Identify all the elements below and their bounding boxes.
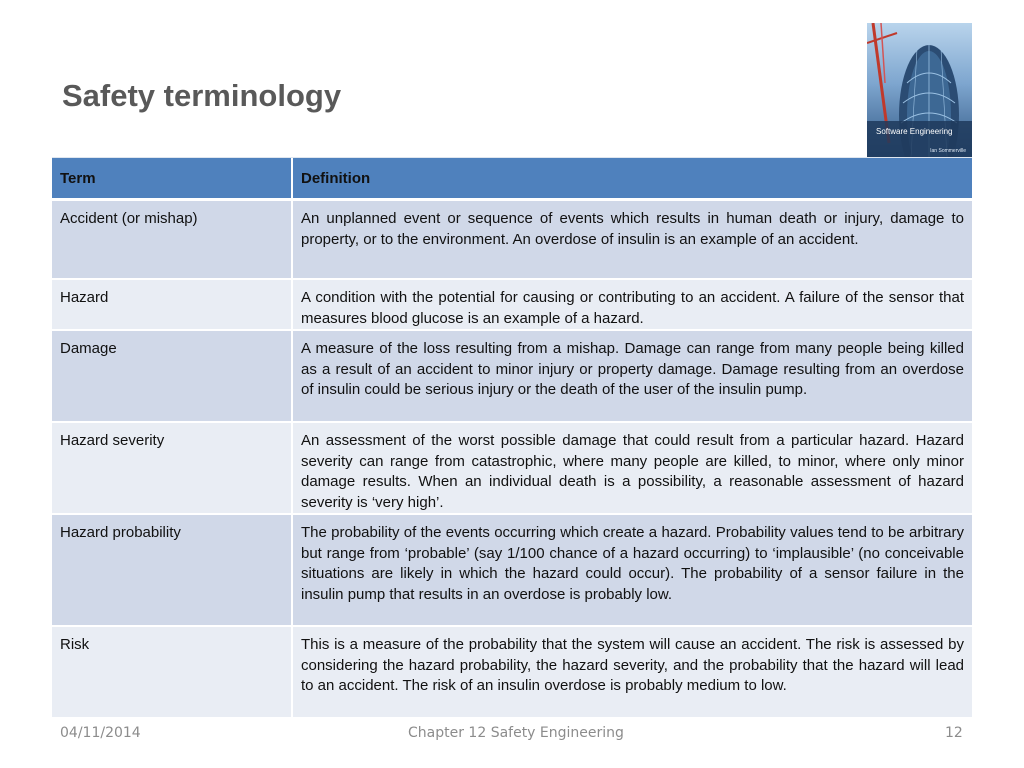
header-definition: Definition: [301, 169, 371, 187]
footer-date: 04/11/2014: [60, 725, 141, 741]
slide-title: Safety terminology: [62, 78, 342, 113]
footer-chapter: Chapter 12 Safety Engineering: [408, 725, 624, 741]
table-row: [52, 201, 972, 280]
table-header-row: [52, 157, 972, 198]
table-row: [52, 423, 972, 515]
header-term: Term: [52, 158, 293, 198]
table-row: [52, 280, 972, 331]
term-cell: Hazard probability: [52, 515, 293, 625]
definition-cell: An assessment of the worst possible damage that could result from a particular hazard. Hazard severity can range from catastrophic, where many people are killed, to minor, where only minor damage results. When an individual death is a possibility, a reasonable assessment of hazard severity is ‘very high’.: [301, 432, 964, 511]
cover-title: Software Engineering: [876, 127, 953, 136]
term-cell: Risk: [52, 627, 293, 717]
footer-page-number: 12: [945, 725, 963, 741]
term-cell: Accident (or mishap): [52, 201, 293, 278]
definition-cell: An unplanned event or sequence of events which results in human death or injury, damage to property, or to the environment. An overdose of insulin is an example of an accident.: [301, 210, 964, 248]
term-cell: Hazard severity: [52, 423, 293, 513]
table-row: [52, 627, 972, 719]
definition-cell: A condition with the potential for causing or contributing to an accident. A failure of the sensor that measures blood glucose is an example of a hazard.: [301, 289, 964, 327]
gherkin-building-icon: [867, 23, 972, 157]
book-cover-image: [867, 23, 972, 157]
cover-author: Ian Sommerville: [930, 148, 966, 154]
definition-cell: The probability of the events occurring which create a hazard. Probability values tend to be arbitrary but range from ‘probable’ (say 1/100 chance of a hazard occurring) to ‘implausible’ (no conceivable situations are likely in which the hazard could occur). The probability of a sensor failure in the insulin pump that results in an overdose is probably low.: [301, 524, 964, 603]
definition-cell: A measure of the loss resulting from a mishap. Damage can range from many people being killed as a result of an accident to minor injury or property damage. Damage resulting from an overdose of insulin could be serious injury or the death of the user of the insulin pump.: [301, 340, 964, 398]
table-row: [52, 331, 972, 423]
term-cell: Damage: [52, 331, 293, 421]
definition-cell: This is a measure of the probability that the system will cause an accident. The risk is assessed by considering the hazard probability, the hazard severity, and the probability that the hazard will lead to an accident. The risk of an insulin overdose is probably medium to low.: [301, 636, 964, 694]
table-row: [52, 515, 972, 627]
term-cell: Hazard: [52, 280, 293, 329]
terminology-table: [52, 157, 972, 719]
